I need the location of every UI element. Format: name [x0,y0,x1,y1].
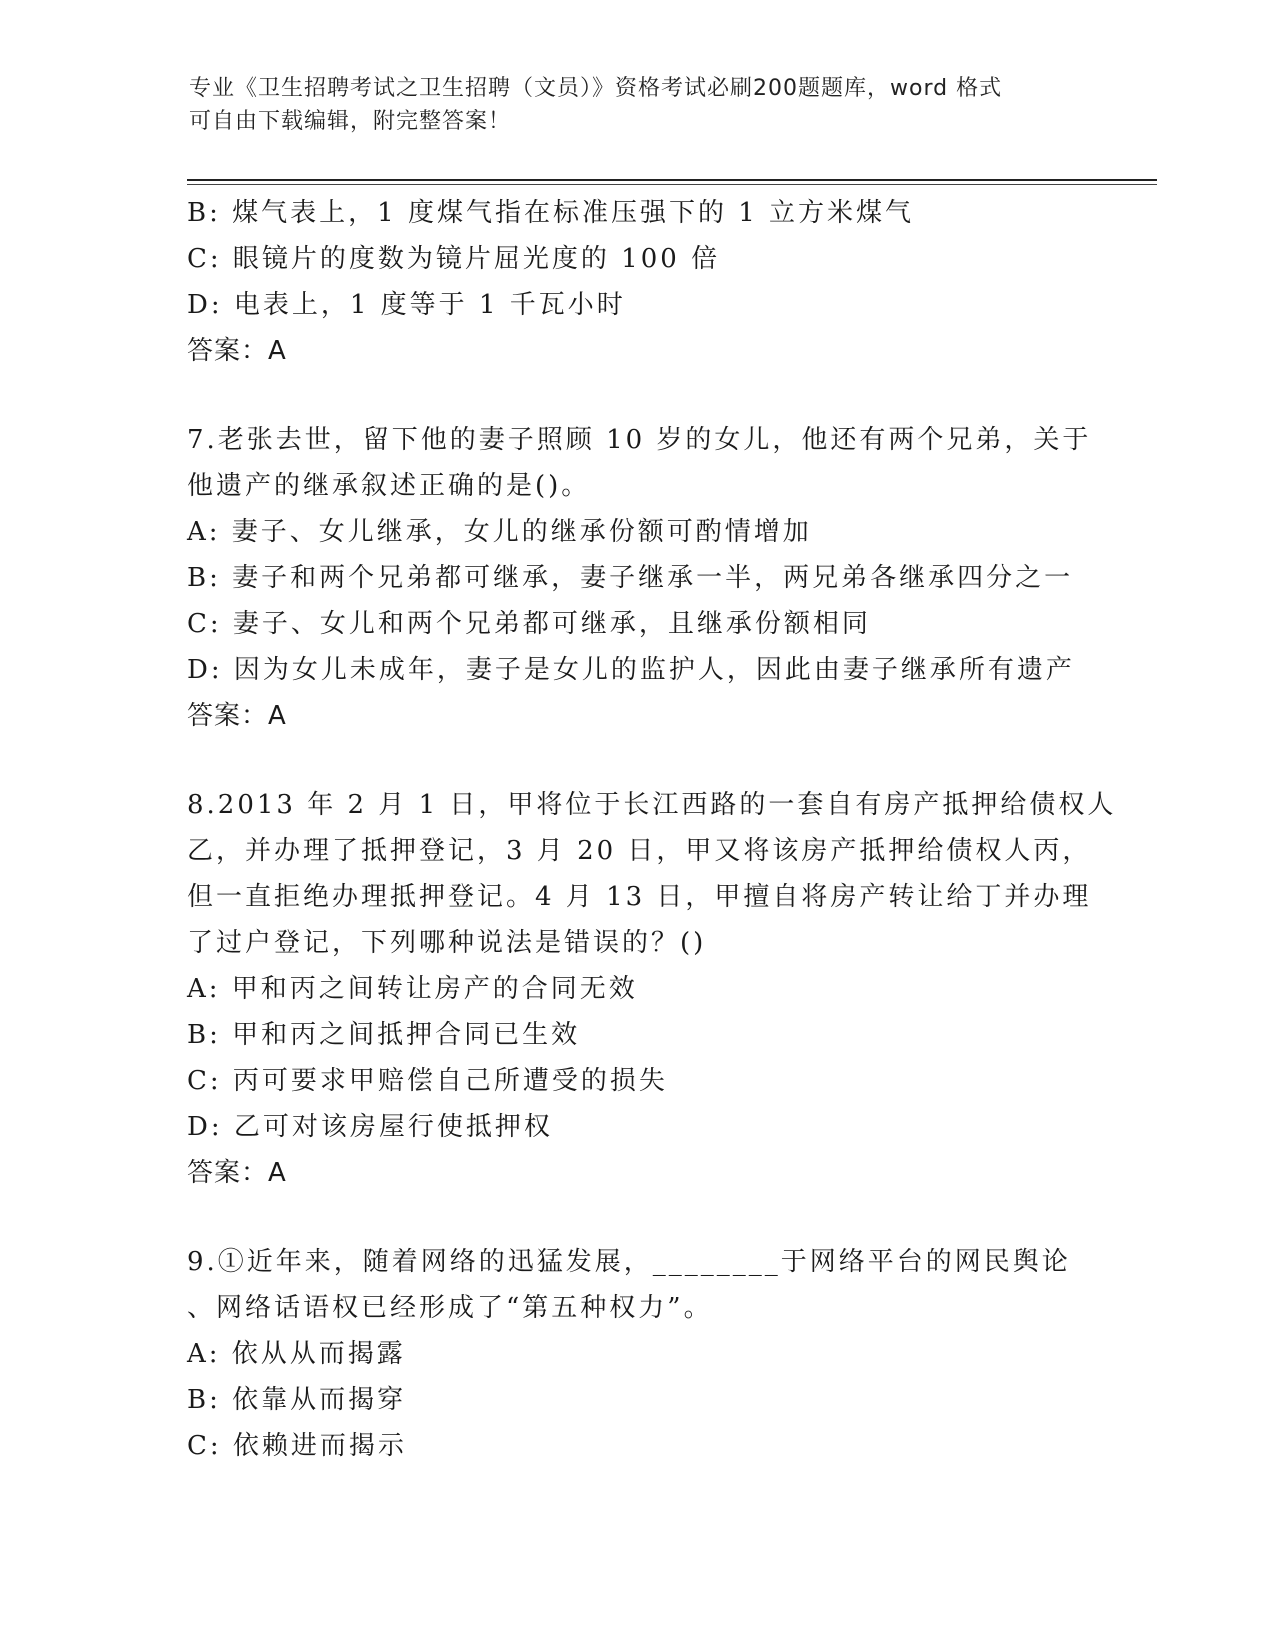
question-6-block [187,190,1087,374]
question-8-block [187,782,1117,1196]
header-title-line-1: 专业《卫生招聘考试之卫生招聘（文员）》资格考试必刷200题题库，word 格式 [189,76,1003,101]
q8-option-d: D: 乙可对该房屋行使抵押权 [187,1112,553,1142]
document-header [189,72,1069,138]
q9-option-c: C: 依赖进而揭示 [187,1431,407,1461]
header-title-line-2: 可自由下载编辑，附完整答案！ [189,109,512,134]
q9-stem-line-2: 、网络话语权已经形成了“第五种权力”。 [187,1293,713,1323]
q9-stem-line-1: 9.①近年来，随着网络的迅猛发展，________于网络平台的网民舆论 [187,1247,1071,1277]
q8-stem-line-3: 但一直拒绝办理抵押登记。4 月 13 日，甲擅自将房产转让给丁并办理 [187,882,1092,912]
q8-option-c: C: 丙可要求甲赔偿自己所遭受的损失 [187,1066,668,1096]
q7-answer: 答案：A [187,701,287,731]
q9-option-a: A: 依从从而揭露 [187,1339,406,1369]
q8-answer: 答案：A [187,1158,287,1188]
q7-stem-line-2: 他遗产的继承叙述正确的是()。 [187,471,591,501]
q9-option-b: B: 依靠从而揭穿 [187,1385,407,1415]
q8-stem-line-2: 乙，并办理了抵押登记，3 月 20 日，甲又将该房产抵押给债权人丙， [187,836,1092,866]
q6-option-b: B: 煤气表上，1 度煤气指在标准压强下的 1 立方米煤气 [187,198,915,228]
question-9-block [187,1239,1087,1469]
q7-option-c: C: 妻子、女儿和两个兄弟都可继承，且继承份额相同 [187,609,871,639]
q8-stem-line-1: 8.2013 年 2 月 1 日，甲将位于长江西路的一套自有房产抵押给债权人 [187,790,1117,820]
q8-stem-line-4: 了过户登记，下列哪种说法是错误的？() [187,928,707,958]
header-divider [187,179,1157,181]
header-divider-thin [187,184,1157,185]
q6-option-c: C: 眼镜片的度数为镜片屈光度的 100 倍 [187,244,721,274]
question-7-block [187,417,1092,739]
spacer [187,374,1087,417]
q7-stem-line-1: 7.老张去世，留下他的妻子照顾 10 岁的女儿，他还有两个兄弟，关于 [187,425,1092,455]
q8-option-b: B: 甲和丙之间抵押合同已生效 [187,1020,581,1050]
q7-option-b: B: 妻子和两个兄弟都可继承，妻子继承一半，两兄弟各继承四分之一 [187,563,1074,593]
q6-answer: 答案：A [187,336,287,366]
q6-option-d: D: 电表上，1 度等于 1 千瓦小时 [187,290,626,320]
spacer [187,1196,1087,1239]
q7-option-d: D: 因为女儿未成年，妻子是女儿的监护人，因此由妻子继承所有遗产 [187,655,1075,685]
spacer [187,739,1087,782]
q8-option-a: A: 甲和丙之间转让房产的合同无效 [187,974,638,1004]
question-content [187,190,1117,1469]
q7-option-a: A: 妻子、女儿继承，女儿的继承份额可酌情增加 [187,517,812,547]
